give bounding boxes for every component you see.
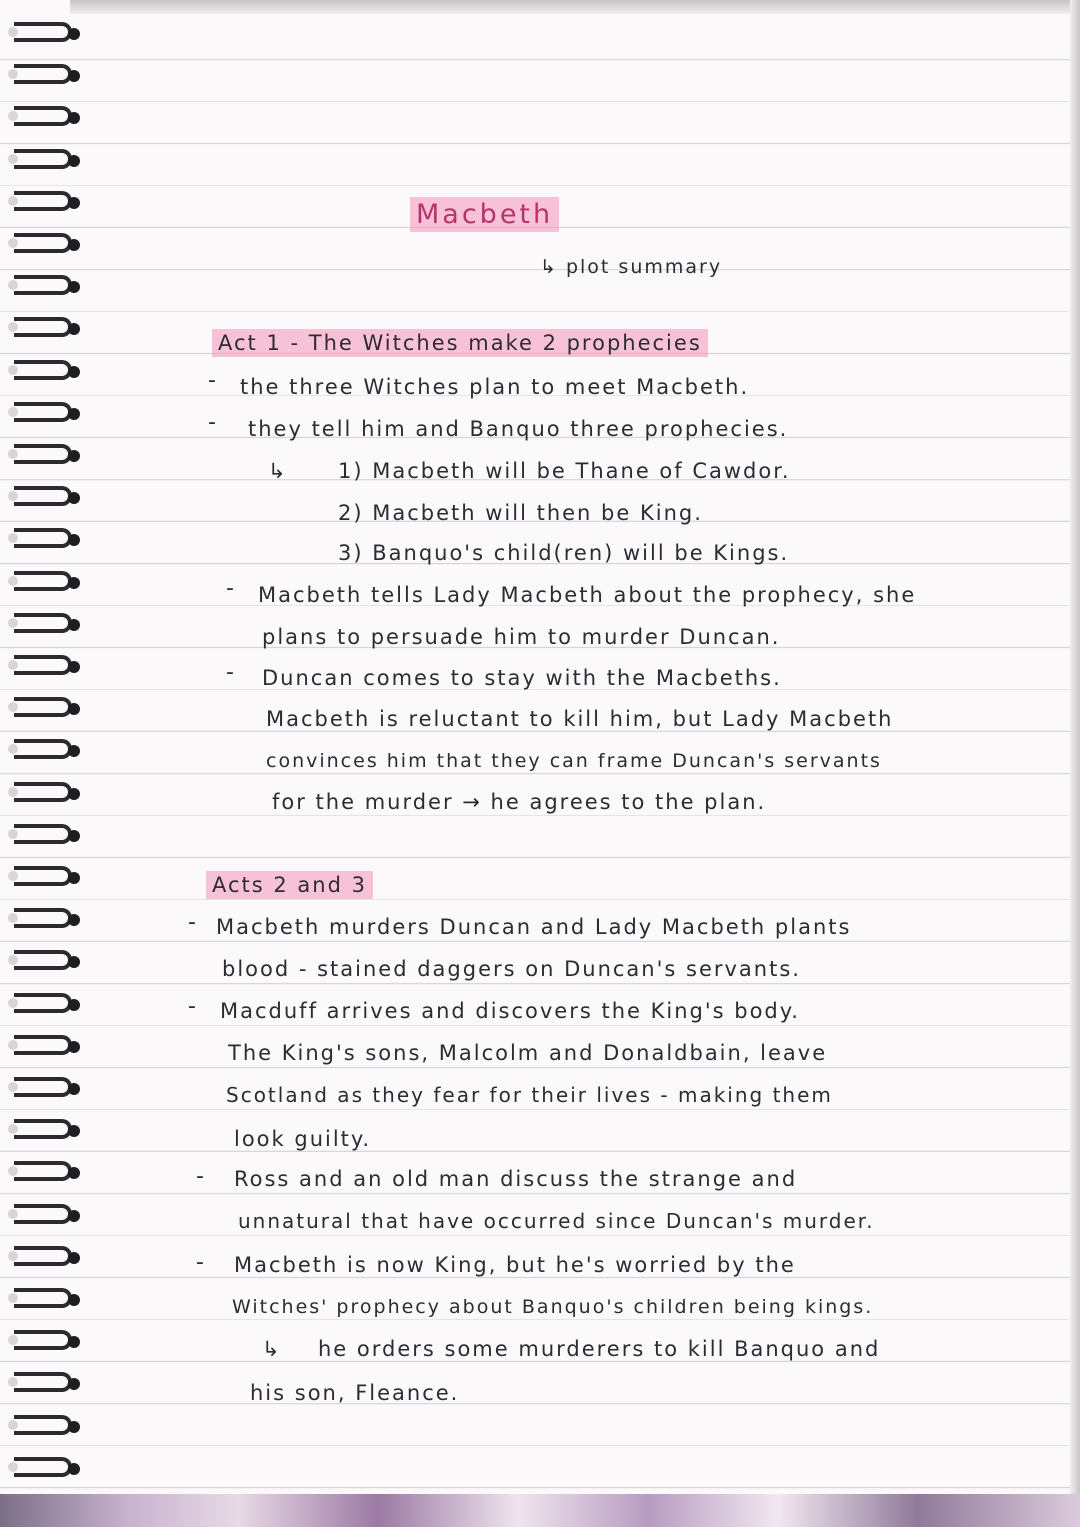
spiral-ring: [14, 655, 72, 675]
bullet-dash: -: [196, 1164, 204, 1189]
subtitle-arrow-icon: ↳: [540, 256, 558, 278]
act1-heading: Act 1 - The Witches make 2 prophecies: [212, 330, 708, 356]
spiral-ring: [14, 866, 72, 886]
act1-line-10: convinces him that they can frame Duncan's servants: [266, 750, 882, 772]
spiral-ring: [14, 824, 72, 844]
arrow-icon: ↳: [262, 1337, 282, 1361]
acts23-line-11: he orders some murderers to kill Banquo and: [318, 1337, 881, 1361]
spiral-ring: [14, 444, 72, 464]
spiral-ring: [14, 1035, 72, 1055]
spiral-ring: [14, 697, 72, 717]
acts23-line-7: Ross and an old man discuss the strange and: [234, 1167, 798, 1191]
acts23-line-8: unnatural that have occurred since Duncan's murder.: [238, 1209, 875, 1233]
spiral-ring: [14, 1077, 72, 1097]
spiral-ring: [14, 571, 72, 591]
spiral-ring: [14, 275, 72, 295]
spiral-ring: [14, 1457, 72, 1477]
bullet-dash: -: [226, 576, 234, 601]
acts23-line-12: his son, Fleance.: [250, 1381, 460, 1405]
spiral-ring: [14, 191, 72, 211]
page-subtitle: [540, 254, 722, 280]
act1-line-2: they tell him and Banquo three prophecies.: [248, 417, 789, 441]
spiral-ring: [14, 1204, 72, 1224]
subtitle-text: plot summary: [565, 256, 723, 278]
spiral-ring: [14, 233, 72, 253]
acts23-line-1: Macbeth murders Duncan and Lady Macbeth plants: [216, 915, 852, 939]
notebook-cover-strip: [0, 1494, 1080, 1527]
spiral-ring: [14, 402, 72, 422]
acts23-line-6: look guilty.: [234, 1127, 372, 1151]
acts23-line-10: Witches' prophecy about Banquo's children being kings.: [232, 1296, 874, 1318]
act1-line-1: the three Witches plan to meet Macbeth.: [240, 375, 750, 399]
act1-line-7: plans to persuade him to murder Duncan.: [262, 625, 781, 649]
spiral-ring: [14, 22, 72, 42]
acts23-line-9: Macbeth is now King, but he's worried by the: [234, 1253, 796, 1277]
spiral-ring: [14, 64, 72, 84]
bullet-dash: -: [196, 1250, 204, 1275]
bullet-dash: -: [208, 368, 216, 393]
acts23-line-3: Macduff arrives and discovers the King's body.: [220, 999, 800, 1023]
prophecy-2: 2) Macbeth will then be King.: [338, 501, 703, 525]
spiral-ring: [14, 149, 72, 169]
spiral-ring: [14, 1415, 72, 1435]
spiral-ring: [14, 1288, 72, 1308]
spiral-ring: [14, 106, 72, 126]
spiral-ring: [14, 1372, 72, 1392]
bullet-dash: -: [208, 410, 216, 435]
page-title-text: Macbeth: [410, 197, 559, 232]
acts23-line-2: blood - stained daggers on Duncan's servants.: [222, 957, 801, 981]
spiral-ring: [14, 1161, 72, 1181]
prophecy-3: 3) Banquo's child(ren) will be Kings.: [338, 541, 790, 565]
act1-line-6: Macbeth tells Lady Macbeth about the prophecy, she: [258, 583, 917, 607]
act1-line-8: Duncan comes to stay with the Macbeths.: [262, 666, 782, 690]
spiral-ring: [14, 528, 72, 548]
spiral-ring: [14, 993, 72, 1013]
page-title: [410, 199, 559, 230]
spiral-ring: [14, 739, 72, 759]
spiral-binding: [0, 0, 90, 1527]
spiral-ring: [14, 613, 72, 633]
spiral-ring: [14, 1330, 72, 1350]
spiral-ring: [14, 1246, 72, 1266]
act1-line-11: for the murder → he agrees to the plan.: [272, 790, 767, 814]
act1-line-9: Macbeth is reluctant to kill him, but Lady Macbeth: [266, 707, 894, 731]
acts23-heading: Acts 2 and 3: [206, 872, 373, 898]
arrow-icon: ↳: [268, 459, 288, 483]
spiral-ring: [14, 486, 72, 506]
acts23-line-5: Scotland as they fear for their lives - making them: [226, 1083, 833, 1107]
spiral-ring: [14, 1119, 72, 1139]
bullet-dash: -: [188, 910, 196, 935]
spiral-ring: [14, 950, 72, 970]
spiral-ring: [14, 317, 72, 337]
bullet-dash: -: [188, 994, 196, 1019]
bullet-dash: -: [226, 660, 234, 685]
spiral-ring: [14, 360, 72, 380]
acts23-line-4: The King's sons, Malcolm and Donaldbain, leave: [228, 1041, 828, 1065]
paper-top-edge: [70, 0, 1080, 14]
spiral-ring: [14, 782, 72, 802]
paper-right-edge: [1070, 0, 1080, 1527]
prophecy-1: 1) Macbeth will be Thane of Cawdor.: [338, 459, 791, 483]
spiral-ring: [14, 908, 72, 928]
